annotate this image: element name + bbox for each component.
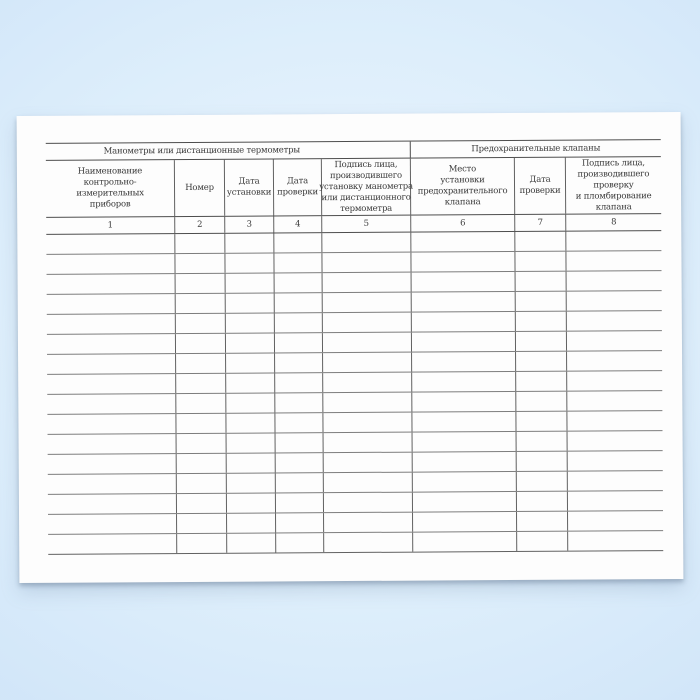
empty-cell — [226, 333, 275, 352]
column-header-install-date — [225, 159, 274, 215]
empty-cell — [47, 334, 176, 354]
empty-cell — [275, 313, 323, 332]
empty-cell — [324, 433, 413, 453]
empty-cell — [226, 393, 275, 412]
empty-cell — [412, 272, 516, 292]
column-number: 2 — [197, 219, 203, 230]
empty-cell — [226, 373, 275, 392]
column-header-row — [46, 157, 661, 218]
group-header-safety-valves-label: Предохранительные клапаны — [471, 142, 601, 154]
empty-cell — [323, 273, 412, 293]
empty-cell — [176, 414, 226, 433]
empty-cell — [322, 233, 411, 253]
empty-cell — [567, 351, 662, 371]
empty-cell — [324, 493, 413, 513]
empty-cell — [567, 291, 662, 311]
empty-cell — [323, 373, 412, 393]
empty-cell — [412, 312, 516, 332]
empty-cell — [567, 391, 662, 411]
empty-cell — [177, 474, 227, 493]
empty-cell — [516, 352, 567, 371]
column-header-inspector-signature — [566, 157, 661, 214]
empty-cell — [227, 473, 276, 492]
document-page — [17, 112, 684, 583]
empty-cell — [517, 512, 568, 531]
empty-cell — [567, 311, 662, 331]
column-number-cell — [566, 214, 661, 231]
empty-cell — [276, 493, 324, 512]
column-header-check-date — [274, 159, 322, 215]
empty-cell — [412, 412, 516, 432]
empty-cell — [225, 253, 274, 272]
empty-cell — [413, 452, 517, 472]
empty-cell — [516, 392, 567, 411]
empty-cell — [517, 452, 568, 471]
empty-row — [48, 531, 663, 555]
empty-cell — [413, 532, 517, 552]
column-number-cell — [411, 215, 515, 232]
empty-cell — [517, 532, 568, 551]
column-number-cell — [175, 217, 225, 233]
empty-cell — [412, 332, 516, 352]
empty-cell — [413, 432, 517, 452]
empty-cell — [413, 492, 517, 512]
empty-cell — [47, 354, 176, 374]
empty-cell — [412, 292, 516, 312]
empty-cell — [176, 314, 226, 333]
empty-cell — [324, 533, 413, 553]
column-header-valve-check-date — [515, 158, 566, 214]
empty-cell — [412, 392, 516, 412]
column-number: 4 — [295, 218, 301, 229]
empty-cell — [176, 274, 226, 293]
empty-cell — [47, 374, 176, 394]
empty-cell — [568, 471, 663, 491]
empty-cell — [227, 513, 276, 532]
empty-cell — [568, 531, 663, 551]
empty-cell — [323, 413, 412, 433]
empty-cell — [275, 353, 323, 372]
empty-cell — [275, 333, 323, 352]
empty-cell — [324, 513, 413, 533]
empty-cell — [276, 453, 324, 472]
empty-cell — [177, 534, 227, 553]
empty-cell — [276, 433, 324, 452]
column-header-label: Номер — [185, 182, 214, 193]
empty-cell — [48, 514, 177, 534]
empty-cell — [323, 333, 412, 353]
empty-cell — [323, 313, 412, 333]
empty-cell — [324, 453, 413, 473]
group-header-manometers-label: Манометры или дистанционные термометры — [103, 144, 300, 157]
empty-cell — [226, 313, 275, 332]
empty-cell — [176, 354, 226, 373]
column-header-label: Дата установки — [226, 176, 272, 198]
empty-cell — [274, 233, 322, 252]
empty-cell — [46, 254, 175, 274]
empty-cell — [413, 512, 517, 532]
group-header-safety-valves — [411, 140, 661, 158]
empty-cell — [322, 253, 411, 273]
column-header-number — [175, 160, 225, 216]
empty-cell — [566, 251, 661, 271]
empty-cell — [568, 431, 663, 451]
empty-cell — [175, 234, 225, 253]
column-number-cell — [322, 216, 411, 233]
empty-cell — [225, 233, 274, 252]
column-number-cell — [46, 217, 175, 234]
column-header-label: Подпись лица, производившего проверку и пломбирование клапана — [575, 157, 652, 212]
empty-cell — [276, 533, 324, 552]
empty-cell — [566, 231, 661, 251]
empty-cell — [47, 294, 176, 314]
empty-cell — [47, 394, 176, 414]
empty-cell — [568, 511, 663, 531]
column-number: 8 — [611, 216, 617, 227]
empty-cell — [227, 533, 276, 552]
empty-cell — [516, 372, 567, 391]
empty-cell — [412, 352, 516, 372]
empty-cell — [48, 434, 177, 454]
empty-cell — [275, 373, 323, 392]
empty-cell — [516, 292, 567, 311]
empty-cell — [276, 513, 324, 532]
empty-cell — [226, 293, 275, 312]
empty-cell — [412, 372, 516, 392]
empty-cell — [275, 393, 323, 412]
empty-cell — [323, 353, 412, 373]
empty-cell — [567, 331, 662, 351]
empty-cell — [274, 253, 322, 272]
column-number-cell — [225, 216, 274, 232]
empty-cell — [323, 293, 412, 313]
column-header-installer-signature — [319, 159, 413, 216]
empty-cell — [516, 312, 567, 331]
column-header-label: Дата проверки — [277, 176, 319, 198]
empty-cell — [276, 473, 324, 492]
column-number-cell — [515, 215, 566, 231]
empty-cell — [177, 434, 227, 453]
empty-cell — [517, 432, 568, 451]
column-number-cell — [274, 216, 322, 232]
empty-cell — [515, 252, 566, 271]
empty-cell — [226, 273, 275, 292]
empty-cell — [413, 472, 517, 492]
empty-cell — [48, 454, 177, 474]
empty-cell — [47, 414, 176, 434]
empty-cell — [226, 413, 275, 432]
empty-cell — [324, 473, 413, 493]
empty-cell — [47, 314, 176, 334]
empty-cell — [517, 472, 568, 491]
empty-cell — [411, 252, 515, 272]
column-header-label: Место установки предохранительного клапана — [417, 164, 508, 208]
empty-cell — [516, 412, 567, 431]
empty-cell — [517, 492, 568, 511]
column-number: 5 — [363, 218, 369, 229]
empty-cell — [177, 454, 227, 473]
empty-cell — [568, 491, 663, 511]
empty-cell — [411, 232, 515, 252]
column-header-label: Дата проверки — [519, 174, 561, 196]
empty-cell — [227, 453, 276, 472]
empty-cell — [275, 413, 323, 432]
empty-cell — [176, 294, 226, 313]
empty-cell — [46, 234, 175, 254]
column-number: 3 — [246, 219, 252, 230]
empty-cell — [48, 494, 177, 514]
column-header-valve-location — [411, 158, 515, 215]
empty-cell — [48, 534, 177, 554]
column-header-label: Наименование контрольно- измерительных приборов — [76, 166, 144, 210]
instruments-log-table — [46, 139, 664, 555]
column-number: 7 — [537, 217, 543, 228]
empty-cell — [567, 371, 662, 391]
empty-cell — [323, 393, 412, 413]
empty-cell — [176, 394, 226, 413]
column-number: 6 — [460, 217, 466, 228]
empty-cell — [48, 474, 177, 494]
empty-cell — [568, 451, 663, 471]
empty-cell — [275, 293, 323, 312]
empty-cell — [515, 232, 566, 251]
empty-cell — [175, 254, 225, 273]
column-header-label: Подпись лица, производившего установку манометра или дистанционного термометра — [319, 159, 413, 214]
empty-cell — [227, 433, 276, 452]
empty-cell — [567, 411, 662, 431]
empty-cell — [226, 353, 275, 372]
empty-cell — [176, 334, 226, 353]
group-header-manometers — [46, 142, 411, 160]
empty-cell — [227, 493, 276, 512]
empty-cell — [516, 272, 567, 291]
empty-cell — [275, 273, 323, 292]
empty-cell — [176, 374, 226, 393]
empty-cell — [47, 274, 176, 294]
empty-cell — [516, 332, 567, 351]
column-number: 1 — [107, 219, 113, 230]
empty-cell — [177, 514, 227, 533]
column-header-instrument-name — [46, 160, 175, 217]
empty-cell — [567, 271, 662, 291]
empty-cell — [177, 494, 227, 513]
